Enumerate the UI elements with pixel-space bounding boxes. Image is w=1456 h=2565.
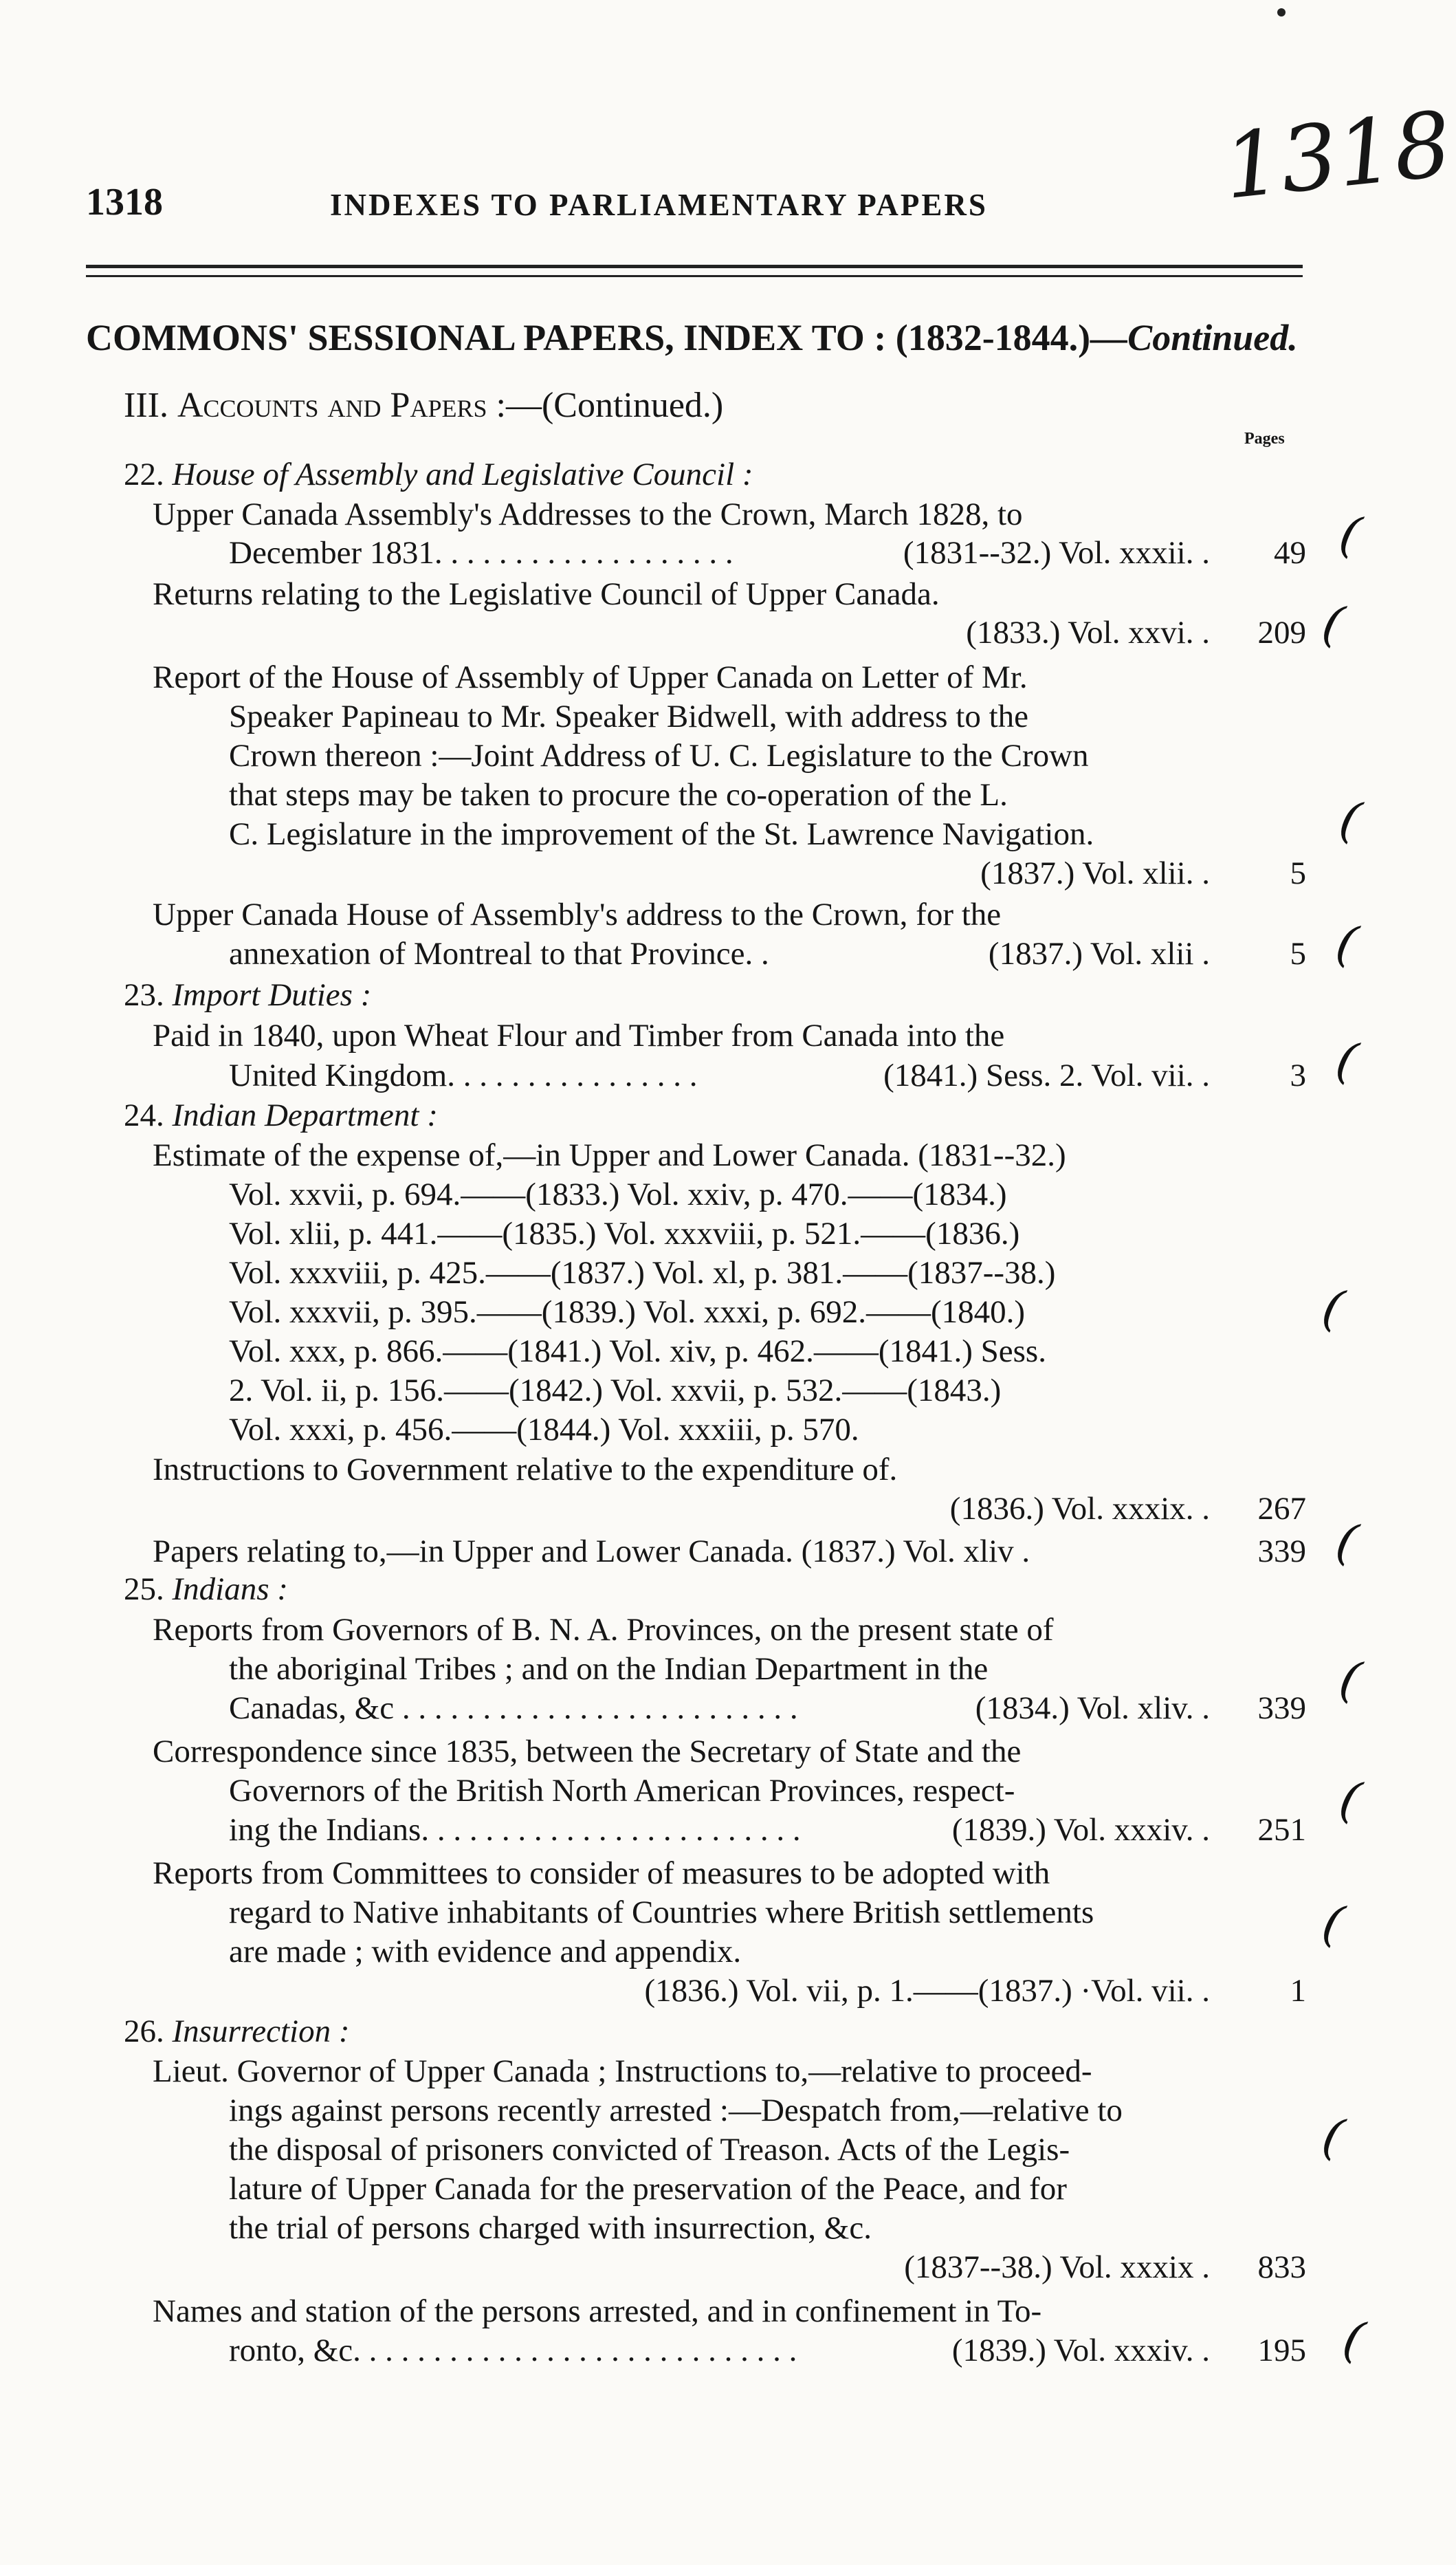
entry-reference: (1837.) Vol. xlii. . <box>980 855 1210 891</box>
entry-line: ings against persons recently arrested :—Despatch from,—relative to <box>229 2093 1123 2128</box>
entry-reference: (1836.) Vol. xxxix. . <box>949 1491 1210 1527</box>
entry-reference: (1839.) Vol. xxxiv. . <box>951 1812 1210 1848</box>
entry-reference: (1837--38.) Vol. xxxix . <box>904 2249 1210 2285</box>
entry-line: Reports from Governors of B. N. A. Provinces, on the present state of <box>153 1612 1054 1648</box>
entry-page: 833 <box>1257 2249 1306 2285</box>
entry-heading <box>124 2011 350 2052</box>
entry-heading <box>124 1095 438 1136</box>
page-number: 1318 <box>86 181 163 223</box>
entry-number: 25. <box>124 1571 164 1607</box>
subsection-suffix: :—(Continued.) <box>496 386 724 425</box>
entry-title: House of Assembly and Legislative Council : <box>172 457 753 492</box>
entry-line: Canadas, &c . . . . . . . . . . . . . . . . . . . . . . . . . <box>229 1690 798 1726</box>
entry-number: 23. <box>124 977 164 1013</box>
margin-tick-mark: ( <box>1334 1648 1366 1710</box>
margin-tick-mark: ( <box>1331 913 1363 974</box>
pages-column-label: Pages <box>1244 430 1285 448</box>
entry-line: Vol. xxxviii, p. 425.——(1837.) Vol. xl, p. 381.——(1837--38.) <box>229 1255 1056 1291</box>
margin-tick-mark: ( <box>1331 1029 1363 1091</box>
entry-line: Paid in 1840, upon Wheat Flour and Timber from Canada into the <box>153 1018 1005 1054</box>
entry-title: Indians : <box>172 1571 288 1607</box>
entry-line: Vol. xxvii, p. 694.——(1833.) Vol. xxiv, p. 470.——(1834.) <box>229 1177 1007 1212</box>
section-title-text: COMMONS' SESSIONAL PAPERS, INDEX TO : <box>86 317 887 358</box>
entry-page: 209 <box>1257 615 1306 651</box>
entry-line: regard to Native inhabitants of Countries where British settlements <box>229 1895 1094 1930</box>
entry-line: annexation of Montreal to that Province. . <box>229 936 769 972</box>
section-years: (1832-1844.) <box>895 317 1091 358</box>
entry-number: 24. <box>124 1098 164 1133</box>
entry-line: Upper Canada House of Assembly's address to the Crown, for the <box>153 897 1002 932</box>
entry-line: are made ; with evidence and appendix. <box>229 1934 742 1969</box>
entry-line: Correspondence since 1835, between the Secretary of State and the <box>153 1734 1022 1769</box>
margin-tick-mark: ( <box>1317 1892 1349 1954</box>
header-rule <box>86 265 1303 268</box>
entry-page: 49 <box>1274 535 1306 571</box>
handwritten-page-number: 1318 <box>1218 91 1456 219</box>
entry-number: 22. <box>124 457 164 492</box>
ink-dot <box>1277 8 1286 17</box>
entry-reference: (1837.) Vol. xlii . <box>988 936 1210 972</box>
entry-page: 251 <box>1257 1812 1306 1848</box>
entry-page: 1 <box>1290 1973 1306 2009</box>
entry-line: Report of the House of Assembly of Upper Canada on Letter of Mr. <box>153 659 1028 695</box>
entry-page: 3 <box>1290 1058 1306 1093</box>
entry-reference: (1834.) Vol. xliv. . <box>975 1690 1210 1726</box>
entry-heading <box>124 974 371 1016</box>
entry-reference: (1833.) Vol. xxvi. . <box>966 615 1210 651</box>
entry-reference: (1841.) Sess. 2. Vol. vii. . <box>883 1058 1210 1093</box>
entry-reference: (1836.) Vol. vii, p. 1.——(1837.) ·Vol. vii. . <box>644 1973 1210 2009</box>
entry-line: ronto, &c. . . . . . . . . . . . . . . . . . . . . . . . . . . . <box>229 2333 797 2368</box>
entry-line: ing the Indians. . . . . . . . . . . . . . . . . . . . . . . . <box>229 1812 801 1848</box>
entry-title: Indian Department : <box>172 1098 438 1133</box>
header-rule-thin <box>86 275 1303 277</box>
entry-line: Names and station of the persons arrested, and in confinement in To- <box>153 2293 1042 2329</box>
entry-line: December 1831. . . . . . . . . . . . . . . . . . . <box>229 535 733 571</box>
entry-heading <box>124 454 753 495</box>
entry-line: Vol. xxxi, p. 456.——(1844.) Vol. xxxiii, p. 570. <box>229 1412 859 1448</box>
entry-line: Crown thereon :—Joint Address of U. C. Legislature to the Crown <box>229 738 1089 774</box>
entry-reference: (1839.) Vol. xxxiv. . <box>951 2333 1210 2368</box>
entry-page: 267 <box>1257 1491 1306 1527</box>
margin-tick-mark: ( <box>1338 2308 1369 2370</box>
section-title <box>86 316 1310 359</box>
entry-line: Upper Canada Assembly's Addresses to the Crown, March 1828, to <box>153 496 1023 532</box>
entry-line: Instructions to Government relative to the expenditure of. <box>153 1452 898 1487</box>
entry-page: 5 <box>1290 855 1306 891</box>
entry-line: Reports from Committees to consider of measures to be adopted with <box>153 1855 1050 1891</box>
entry-line: Vol. xlii, p. 441.——(1835.) Vol. xxxviii, p. 521.——(1836.) <box>229 1216 1020 1252</box>
section-continued: —Continued. <box>1090 317 1298 358</box>
margin-tick-mark: ( <box>1331 1511 1363 1573</box>
entry-title: Insurrection : <box>172 2013 350 2049</box>
entry-line: 2. Vol. ii, p. 156.——(1842.) Vol. xxvii, p. 532.——(1843.) <box>229 1373 1002 1408</box>
entry-page: 5 <box>1290 936 1306 972</box>
entry-line: the trial of persons charged with insurrection, &c. <box>229 2210 872 2246</box>
subsection-numeral: III. <box>124 386 168 425</box>
entry-number: 26. <box>124 2013 164 2049</box>
entry-line: Estimate of the expense of,—in Upper and Lower Canada. (1831--32.) <box>153 1137 1066 1173</box>
entry-title: Import Duties : <box>172 977 372 1013</box>
entry-page: 339 <box>1257 1690 1306 1726</box>
entry-line: the aboriginal Tribes ; and on the Indian Department in the <box>229 1651 989 1687</box>
subsection-label: Accounts and Papers <box>177 386 487 425</box>
entry-reference: (1831--32.) Vol. xxxii. . <box>903 535 1210 571</box>
margin-tick-mark: ( <box>1317 593 1349 655</box>
margin-tick-mark: ( <box>1334 1769 1366 1831</box>
entry-line: Lieut. Governor of Upper Canada ; Instructions to,—relative to proceed- <box>153 2053 1092 2089</box>
running-head <box>86 180 1268 235</box>
margin-tick-mark: ( <box>1334 789 1366 851</box>
entry-heading <box>124 1569 288 1610</box>
margin-tick-mark: ( <box>1317 1277 1349 1339</box>
entry-line: that steps may be taken to procure the co-operation of the L. <box>229 777 1008 813</box>
entry-line: C. Legislature in the improvement of the St. Lawrence Navigation. <box>229 816 1094 852</box>
entry-line: Vol. xxx, p. 866.——(1841.) Vol. xiv, p. 462.——(1841.) Sess. <box>229 1333 1046 1369</box>
entry-page: 195 <box>1257 2333 1306 2368</box>
subsection-heading <box>124 385 723 426</box>
entry-line: Governors of the British North American Provinces, respect- <box>229 1773 1015 1809</box>
margin-tick-mark: ( <box>1317 2106 1349 2168</box>
entry-line: Papers relating to,—in Upper and Lower Canada. (1837.) Vol. xliv . <box>153 1533 1030 1569</box>
entry-page: 339 <box>1257 1533 1306 1569</box>
entry-line: lature of Upper Canada for the preservation of the Peace, and for <box>229 2171 1067 2207</box>
entry-line: United Kingdom. . . . . . . . . . . . . . . . <box>229 1058 698 1093</box>
entry-line: the disposal of prisoners convicted of Treason. Acts of the Legis- <box>229 2132 1070 2168</box>
running-title: INDEXES TO PARLIAMENTARY PAPERS <box>330 188 988 222</box>
entry-line: Vol. xxxvii, p. 395.——(1839.) Vol. xxxi, p. 692.——(1840.) <box>229 1294 1026 1330</box>
margin-tick-mark: ( <box>1334 503 1366 565</box>
entry-line: Speaker Papineau to Mr. Speaker Bidwell, with address to the <box>229 699 1028 734</box>
entry-line: Returns relating to the Legislative Council of Upper Canada. <box>153 576 940 612</box>
